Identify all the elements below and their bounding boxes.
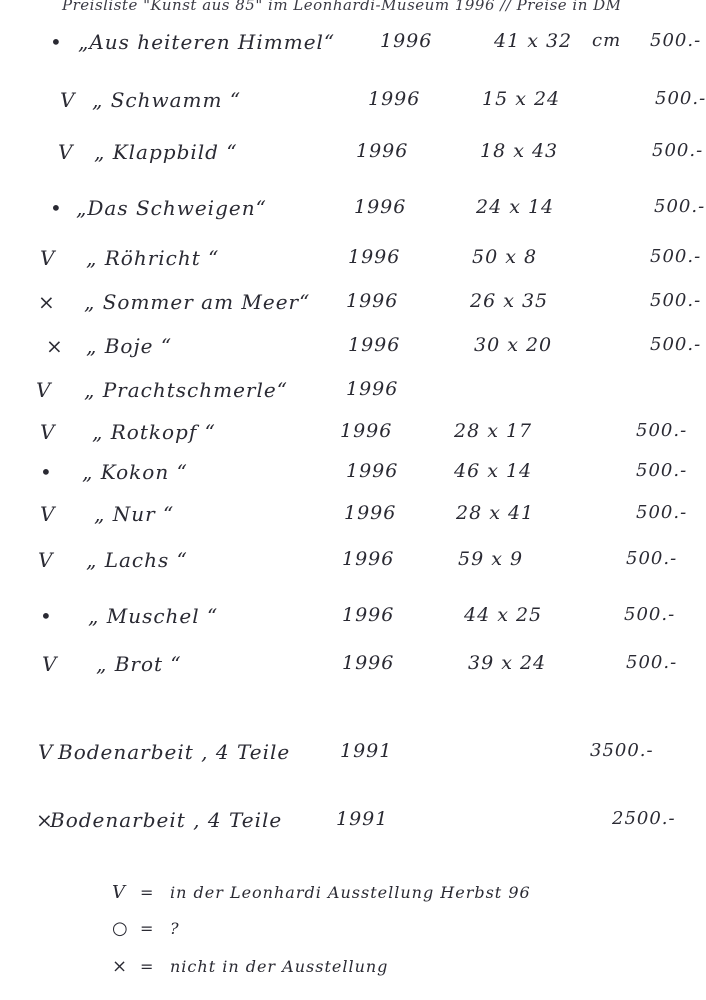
artwork-year: 1996 [346, 378, 399, 400]
status-mark: V [42, 652, 58, 676]
artwork-year: 1996 [342, 604, 395, 626]
legend-line [112, 956, 388, 977]
status-mark: • [50, 196, 63, 220]
artwork-title: „ Rotkopf “ [92, 420, 216, 444]
legend-mark: ○ [112, 918, 129, 939]
legend-equals: = [140, 919, 155, 938]
artwork-price: 500.- [624, 604, 676, 625]
legend-text: nicht in der Ausstellung [170, 957, 389, 976]
artwork-title: Bodenarbeit , 4 Teile [50, 808, 283, 832]
legend-equals: = [140, 957, 155, 976]
artwork-title: „ Sommer am Meer“ [84, 290, 311, 314]
legend-equals: = [140, 883, 155, 902]
price-list-row [0, 88, 706, 128]
artwork-year: 1996 [368, 88, 421, 110]
artwork-size: 39 x 24 [468, 652, 547, 674]
legend-line [112, 918, 180, 939]
artwork-size: 41 x 32 [494, 30, 573, 52]
artwork-size: 28 x 41 [456, 502, 535, 524]
artwork-title: „ Klappbild “ [94, 140, 238, 164]
artwork-price: 500.- [655, 88, 706, 109]
artwork-price: 500.- [636, 502, 688, 523]
artwork-price: 500.- [626, 652, 678, 673]
artwork-price: 500.- [654, 196, 706, 217]
status-mark: V [38, 548, 54, 572]
price-list-row [0, 502, 701, 542]
status-mark: V [58, 140, 74, 164]
price-list-row [0, 604, 701, 644]
status-mark: V [60, 88, 76, 112]
artwork-year: 1996 [340, 420, 393, 442]
price-list-row [0, 290, 701, 330]
artwork-title: „ Brot “ [96, 652, 182, 676]
price-list-row [0, 740, 701, 780]
artwork-size: 30 x 20 [474, 334, 553, 356]
status-mark: V [40, 502, 56, 526]
artwork-price: 500.- [650, 334, 702, 355]
artwork-size-unit: cm [592, 30, 622, 51]
status-mark: V [36, 378, 52, 402]
status-mark: × [36, 808, 54, 832]
artwork-size: 28 x 17 [454, 420, 533, 442]
artwork-title: „Das Schweigen“ [76, 196, 267, 220]
artwork-price: 2500.- [612, 808, 676, 829]
artwork-year: 1996 [380, 30, 433, 52]
artwork-title: „ Nur “ [94, 502, 175, 526]
price-list-row [0, 652, 701, 692]
artwork-title: „ Kokon “ [82, 460, 188, 484]
artwork-title: „ Röhricht “ [86, 246, 220, 270]
artwork-title: „ Muschel “ [88, 604, 219, 628]
status-mark: V [40, 246, 56, 270]
artwork-size: 18 x 43 [480, 140, 559, 162]
artwork-title: „ Schwamm “ [92, 88, 242, 112]
status-mark: • [50, 30, 63, 54]
legend-mark: V [112, 882, 126, 903]
legend-mark: × [112, 956, 129, 977]
status-mark: • [40, 604, 53, 628]
status-mark: × [38, 290, 56, 314]
legend-text: ? [170, 919, 180, 938]
artwork-title: „ Prachtschmerle“ [84, 378, 288, 402]
artwork-size: 26 x 35 [470, 290, 549, 312]
price-list-row [0, 246, 701, 286]
status-mark: V [40, 420, 56, 444]
artwork-year: 1996 [354, 196, 407, 218]
price-list-row [0, 808, 701, 848]
price-list-row [0, 420, 701, 460]
price-list-row [0, 334, 701, 374]
artwork-title: „ Lachs “ [86, 548, 188, 572]
artwork-size: 15 x 24 [482, 88, 561, 110]
price-list-row [0, 196, 706, 236]
artwork-year: 1996 [344, 502, 397, 524]
price-list-row [0, 30, 701, 70]
artwork-price: 500.- [650, 290, 702, 311]
legend-text: in der Leonhardi Ausstellung Herbst 96 [170, 883, 531, 902]
price-list-row [0, 378, 701, 418]
artwork-size: 44 x 25 [464, 604, 543, 626]
artwork-size: 24 x 14 [476, 196, 555, 218]
artwork-year: 1991 [340, 740, 393, 762]
artwork-year: 1996 [356, 140, 409, 162]
artwork-year: 1996 [342, 548, 395, 570]
price-list-row [0, 140, 704, 180]
artwork-price: 500.- [652, 140, 704, 161]
legend-line [112, 882, 531, 903]
price-list-row [0, 548, 701, 588]
artwork-price: 500.- [626, 548, 678, 569]
artwork-title: Bodenarbeit , 4 Teile [58, 740, 291, 764]
price-list-row [0, 460, 701, 500]
artwork-size: 59 x 9 [458, 548, 524, 570]
artwork-year: 1991 [336, 808, 389, 830]
artwork-year: 1996 [346, 290, 399, 312]
price-list-header: Preisliste "Kunst aus 85" im Leonhardi-Museum 1996 // Preise in DM [62, 0, 622, 14]
artwork-title: „ Boje “ [86, 334, 173, 358]
status-mark: V [38, 740, 54, 764]
artwork-price: 3500.- [590, 740, 654, 761]
artwork-price: 500.- [650, 246, 702, 267]
artwork-year: 1996 [342, 652, 395, 674]
artwork-price: 500.- [650, 30, 702, 51]
artwork-year: 1996 [346, 460, 399, 482]
artwork-price: 500.- [636, 460, 688, 481]
artwork-year: 1996 [348, 334, 401, 356]
status-mark: × [46, 334, 64, 358]
artwork-price: 500.- [636, 420, 688, 441]
artwork-title: „Aus heiteren Himmel“ [78, 30, 336, 54]
status-mark: • [40, 460, 53, 484]
artwork-year: 1996 [348, 246, 401, 268]
artwork-size: 46 x 14 [454, 460, 533, 482]
artwork-size: 50 x 8 [472, 246, 538, 268]
